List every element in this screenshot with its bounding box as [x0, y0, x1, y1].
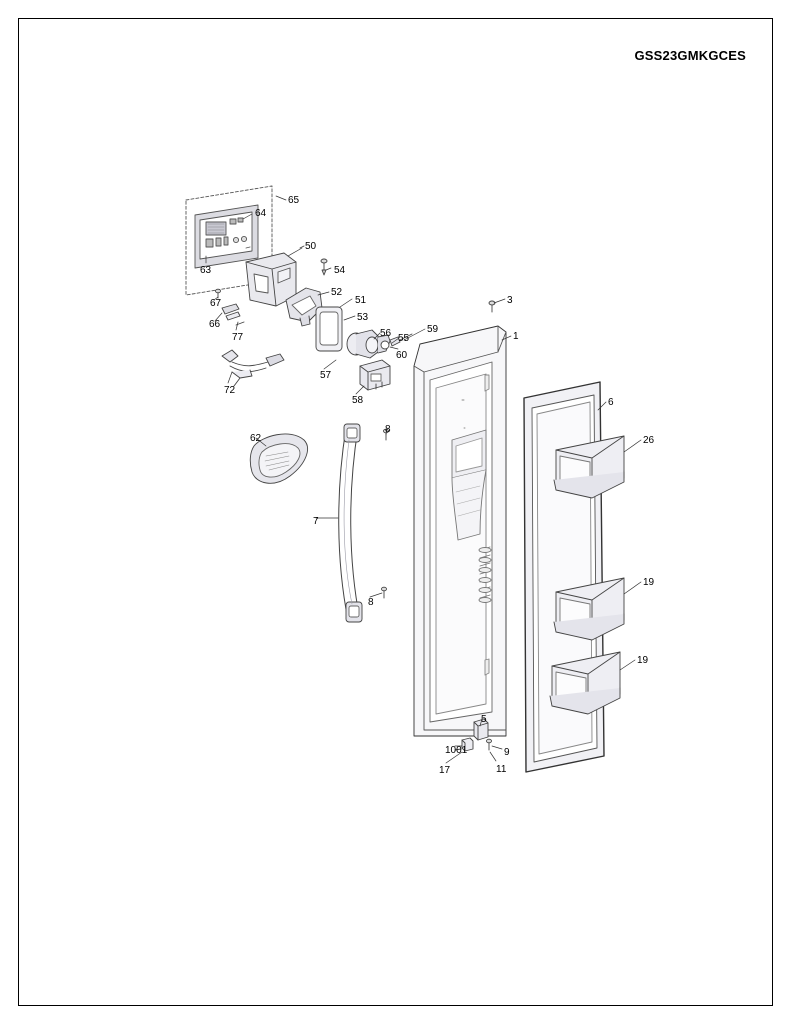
part-screw-54 — [321, 259, 327, 275]
part-callout: 64 — [255, 208, 267, 219]
part-callout: 52 — [331, 287, 343, 298]
part-callout: 67 — [210, 298, 222, 309]
part-callout: 66 — [209, 319, 221, 330]
part-callout: 55 — [398, 333, 410, 344]
part-callout: 19 — [643, 577, 655, 588]
part-callout: 19 — [637, 655, 649, 666]
part-callout: 1001 — [445, 745, 468, 756]
part-callout: 8 — [368, 597, 374, 608]
part-callout: 54 — [334, 265, 346, 276]
part-switch-block — [360, 360, 390, 390]
part-callout: 62 — [250, 433, 262, 444]
part-callout: 7 — [313, 516, 319, 527]
part-callout: 65 — [288, 195, 300, 206]
part-callout: 50 — [305, 241, 317, 252]
part-callout: 58 — [352, 395, 364, 406]
part-callout: 8 — [385, 424, 391, 435]
part-callout: 26 — [643, 435, 655, 446]
part-callout: 77 — [232, 332, 244, 343]
part-callout: 5 — [481, 714, 487, 725]
part-callout: 53 — [357, 312, 369, 323]
part-callout: 6 — [608, 397, 614, 408]
part-callout: 59 — [427, 324, 439, 335]
part-callout: 9 — [504, 747, 510, 758]
part-callout: 51 — [355, 295, 367, 306]
model-number-label: GSS23GMKGCES — [634, 48, 746, 63]
part-handle-screws — [382, 429, 389, 598]
part-door-gasket — [524, 382, 604, 772]
part-callout: 11 — [496, 764, 507, 775]
part-callout: 56 — [380, 328, 392, 339]
part-freezer-door — [414, 326, 506, 736]
part-callout: 57 — [320, 370, 332, 381]
part-callout: 63 — [200, 265, 212, 276]
part-dispenser-panel — [316, 307, 342, 351]
part-wire-harness — [222, 350, 284, 386]
part-callout: 17 — [439, 765, 451, 776]
part-door-handle — [339, 424, 362, 622]
part-callout: 60 — [396, 350, 408, 361]
part-callout: 1 — [513, 331, 519, 342]
part-callout: 72 — [224, 385, 236, 396]
part-callout: 3 — [507, 295, 513, 306]
